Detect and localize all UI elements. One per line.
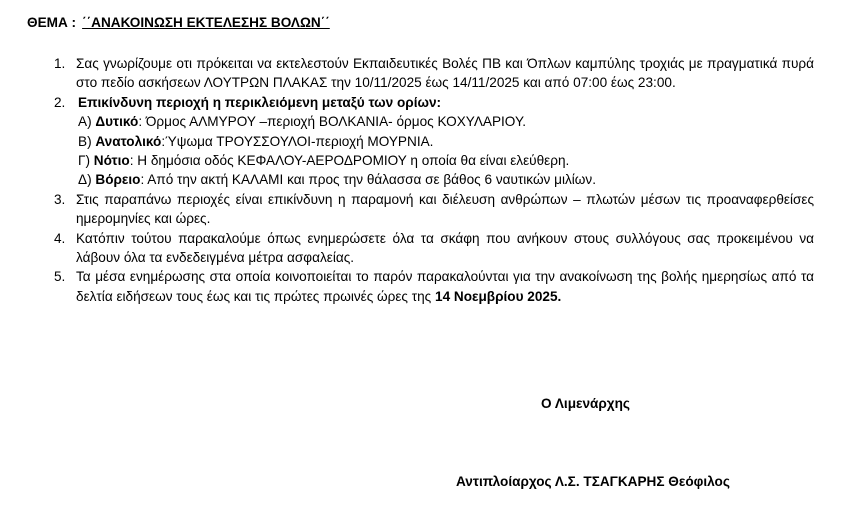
item-text: Στις παραπάνω περιοχές είναι επικίνδυνη η παραμονή και διέλευση ανθρώπων – πλωτών μέσων τις προαναφερθείσες ημερομηνίες και ώρες. (76, 191, 814, 227)
item-text: Κατόπιν τούτου παρακαλούμε όπως ενημερώσετε όλα τα σκάφη που ανήκουν στους συλλόγους σας προκειμένου να λάβουν όλα τα ενδεδειγμένα μέτρα ασφαλείας. (76, 230, 814, 266)
end-date: 14 Νοεμβρίου 2025. (435, 288, 562, 304)
announcement-list (54, 54, 814, 306)
item-text (76, 267, 814, 306)
boundary-label: Βόρειο (95, 172, 141, 188)
boundary-text: : Όρμος ΑΛΜΥΡΟΥ –περιοχή ΒΟΛΚΑΝΙΑ- όρμος ΚΟΧΥΛΑΡΙΟΥ. (138, 114, 527, 130)
boundary-north (76, 170, 814, 189)
boundary-label: Νότιο (93, 153, 130, 169)
boundary-label: Δυτικό (95, 114, 139, 130)
list-item-4 (54, 229, 814, 268)
list-item-1 (54, 54, 814, 93)
item-number: 5. (54, 269, 66, 285)
item-number: 1. (54, 56, 66, 71)
signature-name: Αντιπλοίαρχος Λ.Σ. ΤΣΑΓΚΑΡΗΣ Θεόφιλος (456, 474, 730, 489)
announcement-title: ΄΄ΑΝΑΚΟΙΝΩΣΗ ΕΚΤΕΛΕΣΗΣ ΒΟΛΩΝ΄΄ (82, 15, 330, 30)
boundary-prefix: Α) (78, 114, 96, 130)
boundary-prefix: Δ) (78, 172, 96, 188)
boundary-east (76, 132, 814, 151)
boundary-text: : Η δημόσια οδός ΚΕΦΑΛΟΥ-ΑΕΡΟΔΡΟΜΙΟΥ η οποία θα είναι ελεύθερη. (129, 153, 570, 169)
subject-line (27, 13, 330, 32)
boundary-text: :Ύψωμα ΤΡΟΥΣΣΟΥΛΟΙ-περιοχή ΜΟΥΡΝΙΑ. (161, 133, 434, 149)
list-item-2 (54, 93, 814, 190)
boundary-text: : Από την ακτή ΚΑΛΑΜΙ και προς την θάλασσα σε βάθος 6 ναυτικών μιλίων. (140, 172, 596, 188)
item-number: 4. (54, 230, 66, 246)
subject-label: ΘΕΜΑ : (27, 15, 77, 30)
boundary-west (76, 112, 814, 131)
item-text-body: Τα μέσα ενημέρωσης στα οποία κοινοποιείται το παρόν παρακαλούνται για την ανακοίνωση της βολής ημερησίως από τα δελτία ειδήσεων τους έως και τις πρώτες πρωινές ώρες της (76, 269, 814, 304)
danger-zone-heading: Επικίνδυνη περιοχή η περικλειόμενη μεταξύ των ορίων: (78, 94, 442, 110)
signature-role: Ο Λιμενάρχης (541, 396, 630, 411)
boundary-south (76, 151, 814, 170)
item-text: Σας γνωρίζουμε οτι πρόκειται να εκτελεστούν Εκπαιδευτικές Βολές ΠΒ και Όπλων καμπύλης τροχιάς με πραγματικά πυρά στο πεδίο ασκήσεων ΛΟΥΤΡΩΝ ΠΛΑΚΑΣ την 10/11/2025 έως 14/11/2025 και από 07:00 έως 23:00. (76, 56, 814, 91)
list-item-5 (54, 267, 814, 306)
item-number: 3. (54, 191, 66, 207)
list-item-3 (54, 190, 814, 229)
boundary-label: Ανατολικό (95, 133, 162, 149)
boundary-prefix: Β) (78, 133, 96, 149)
boundary-prefix: Γ) (78, 153, 94, 169)
item-number: 2. (54, 94, 66, 110)
